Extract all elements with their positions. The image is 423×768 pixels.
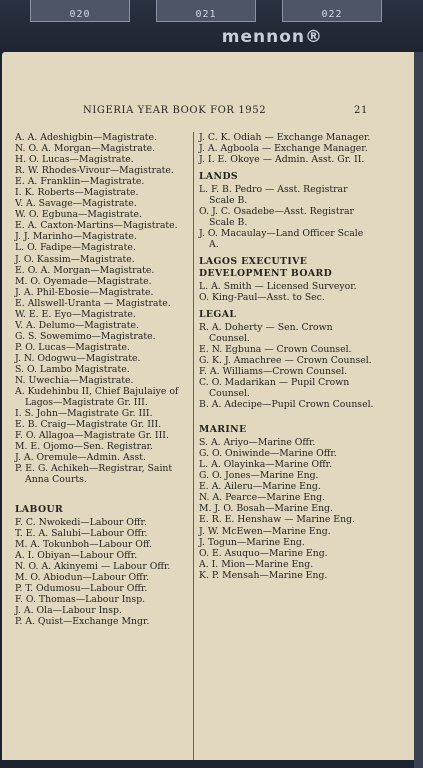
page-number: 21	[354, 105, 368, 116]
list-item: K. P. Mensah—Marine Eng.	[199, 569, 328, 581]
list-item: P. A. Quist—Exchange Mngr.	[15, 615, 150, 627]
marine-list	[199, 437, 375, 581]
list-item: J. J. Marinho—Magistrate.	[15, 231, 137, 243]
list-item: M. J. O. Bosah—Marine Eng.	[199, 503, 333, 515]
list-item: J. I. E. Okoye — Admin. Asst. Gr. II.	[199, 154, 365, 166]
list-item: G. O. Oniwinde—Marine Offr.	[199, 448, 337, 460]
list-item: V. A. Delumo—Magistrate.	[15, 319, 139, 331]
list-item: M. O. Oyemade—Magistrate.	[15, 275, 152, 287]
list-item: A. Kudehinbu II, Chief Bajulaiye of Lagos—Magistrate Gr. III.	[15, 386, 179, 409]
list-item: E. N. Egbuna — Crown Counsel.	[199, 343, 352, 355]
list-item: F. C. Nwokedi—Labour Offr.	[15, 516, 147, 528]
list-item: J. N. Odogwu—Magistrate.	[15, 352, 141, 364]
list-item: N. O. A. Akinyemi — Labour Offr.	[15, 560, 171, 572]
list-item: I. S. John—Magistrate Gr. III.	[15, 408, 153, 420]
list-item: E. O. A. Morgan—Magistrate.	[15, 264, 155, 276]
list-item: E. B. Craig—Magistrate Gr. III.	[15, 419, 162, 431]
list-item: G. O. Jones—Marine Eng.	[199, 470, 319, 482]
left-column	[15, 132, 193, 627]
list-item: J. A. Ola—Labour Insp.	[15, 604, 122, 616]
list-item: E. R. E. Henshaw — Marine Eng.	[199, 514, 355, 526]
list-item: O. J. C. Osadebe—Asst. Registrar Scale B.	[199, 206, 355, 229]
list-item: S. A. Ariyo—Marine Offr.	[199, 437, 316, 449]
labour-list	[15, 517, 193, 627]
film-frame-label: 021	[156, 0, 256, 22]
list-item: W. O. Egbuna—Magistrate.	[15, 209, 143, 221]
list-item: A. I. Mion—Marine Eng.	[199, 558, 314, 570]
list-item: A. I. Obiyan—Labour Offr.	[15, 549, 138, 561]
list-item: G. K. J. Amachree — Crown Counsel.	[199, 354, 372, 366]
section-heading-marine: MARINE	[199, 424, 247, 436]
list-item: N. A. Pearce—Marine Eng.	[199, 492, 326, 504]
list-item: F. O. Allagoa—Magistrate Gr. III.	[15, 430, 169, 442]
list-item: J. A. Phil-Ebosie—Magistrate.	[15, 286, 154, 298]
list-item: L. F. B. Pedro — Asst. Registrar Scale B.	[199, 184, 348, 207]
list-item: W. E. E. Eyo—Magistrate.	[15, 308, 136, 320]
list-item: M. E. Ojomo—Sen. Registrar.	[15, 441, 154, 453]
section-heading-legal: LEGAL	[199, 308, 237, 320]
film-strip	[0, 0, 423, 52]
list-item: M. A. Tokunboh—Labour Off.	[15, 538, 153, 550]
section-heading-ledb-line1: LAGOS EXECUTIVE	[199, 256, 308, 268]
list-item: J. C. K. Odiah — Exchange Manager.	[199, 132, 371, 143]
list-item: J. A. Agboola — Exchange Manager.	[199, 143, 368, 155]
section-heading-ledb-line2: DEVELOPMENT BOARD	[199, 267, 333, 279]
list-item: T. E. A. Salubi—Labour Offr.	[15, 527, 148, 539]
list-item: P. T. Odumosu—Labour Offr.	[15, 582, 148, 594]
page-edge	[414, 52, 423, 768]
list-item: M. O. Abiodun—Labour Offr.	[15, 571, 150, 583]
list-item: J. O. Macaulay—Land Officer Scale A.	[199, 228, 364, 251]
section-heading-lands: LANDS	[199, 171, 239, 183]
list-item: E. A. Caxton-Martins—Magistrate.	[15, 220, 178, 232]
list-item: G. S. Sowemimo—Magistrate.	[15, 330, 156, 342]
list-item: L. A. Smith — Licensed Surveyor.	[199, 280, 357, 292]
column-divider	[193, 132, 194, 760]
list-item: F. O. Thomas—Labour Insp.	[15, 593, 146, 605]
list-item: N. Uwechia—Magistrate.	[15, 375, 134, 387]
list-item: P. O. Lucas—Magistrate.	[15, 341, 130, 353]
list-item: J. O. Kassim—Magistrate.	[15, 253, 135, 265]
lands-list	[199, 184, 375, 250]
section-heading-labour: LABOUR	[15, 503, 64, 515]
list-item: E. A. Franklin—Magistrate.	[15, 176, 145, 188]
list-item: L. O. Fadipe—Magistrate.	[15, 242, 136, 254]
brand-logo: mennon®	[221, 27, 323, 47]
list-item: E. A. Aileru—Marine Eng.	[199, 481, 321, 493]
ledb-list	[199, 281, 375, 303]
list-item: J. W. McEwen—Marine Eng.	[199, 525, 331, 537]
list-item: J. A. Oremule—Admin. Asst.	[15, 452, 146, 464]
exchange-list	[199, 132, 375, 165]
film-frame-label: 020	[30, 0, 130, 22]
page-title: NIGERIA YEAR BOOK FOR 1952	[83, 105, 267, 116]
list-item: O. King-Paul—Asst. to Sec.	[199, 291, 325, 303]
list-item: J. Togun—Marine Eng.	[199, 536, 305, 548]
list-item: E. Allswell-Uranta — Magistrate.	[15, 297, 171, 309]
list-item: N. O. A. Morgan—Magistrate.	[15, 143, 156, 155]
list-item: R. W. Rhodes-Vivour—Magistrate.	[15, 165, 174, 177]
list-item: B. A. Adecipe—Pupil Crown Counsel.	[199, 399, 374, 411]
list-item: P. E. G. Achikeh—Registrar, Saint Anna Courts.	[15, 463, 173, 486]
right-column	[199, 132, 375, 581]
list-item: F. A. Williams—Crown Counsel.	[199, 365, 348, 377]
list-item: R. A. Doherty — Sen. Crown Counsel.	[199, 321, 333, 344]
legal-list	[199, 322, 375, 410]
list-item: L. A. Olayinka—Marine Offr.	[199, 459, 333, 471]
list-item: V. A. Savage—Magistrate.	[15, 198, 137, 210]
list-item: S. O. Lambo Magistrate.	[15, 363, 130, 375]
list-item: C. O. Madarikan — Pupil Crown Counsel.	[199, 376, 350, 399]
film-frame-label: 022	[282, 0, 382, 22]
list-item: H. O. Lucas—Magistrate.	[15, 154, 134, 166]
book-page	[2, 52, 414, 760]
list-item: I. K. Roberts—Magistrate.	[15, 187, 139, 199]
list-item: A. A. Adeshigbin—Magistrate.	[15, 132, 157, 143]
list-item: O. E. Asuquo—Marine Eng.	[199, 547, 328, 559]
magistrates-list	[15, 132, 193, 486]
